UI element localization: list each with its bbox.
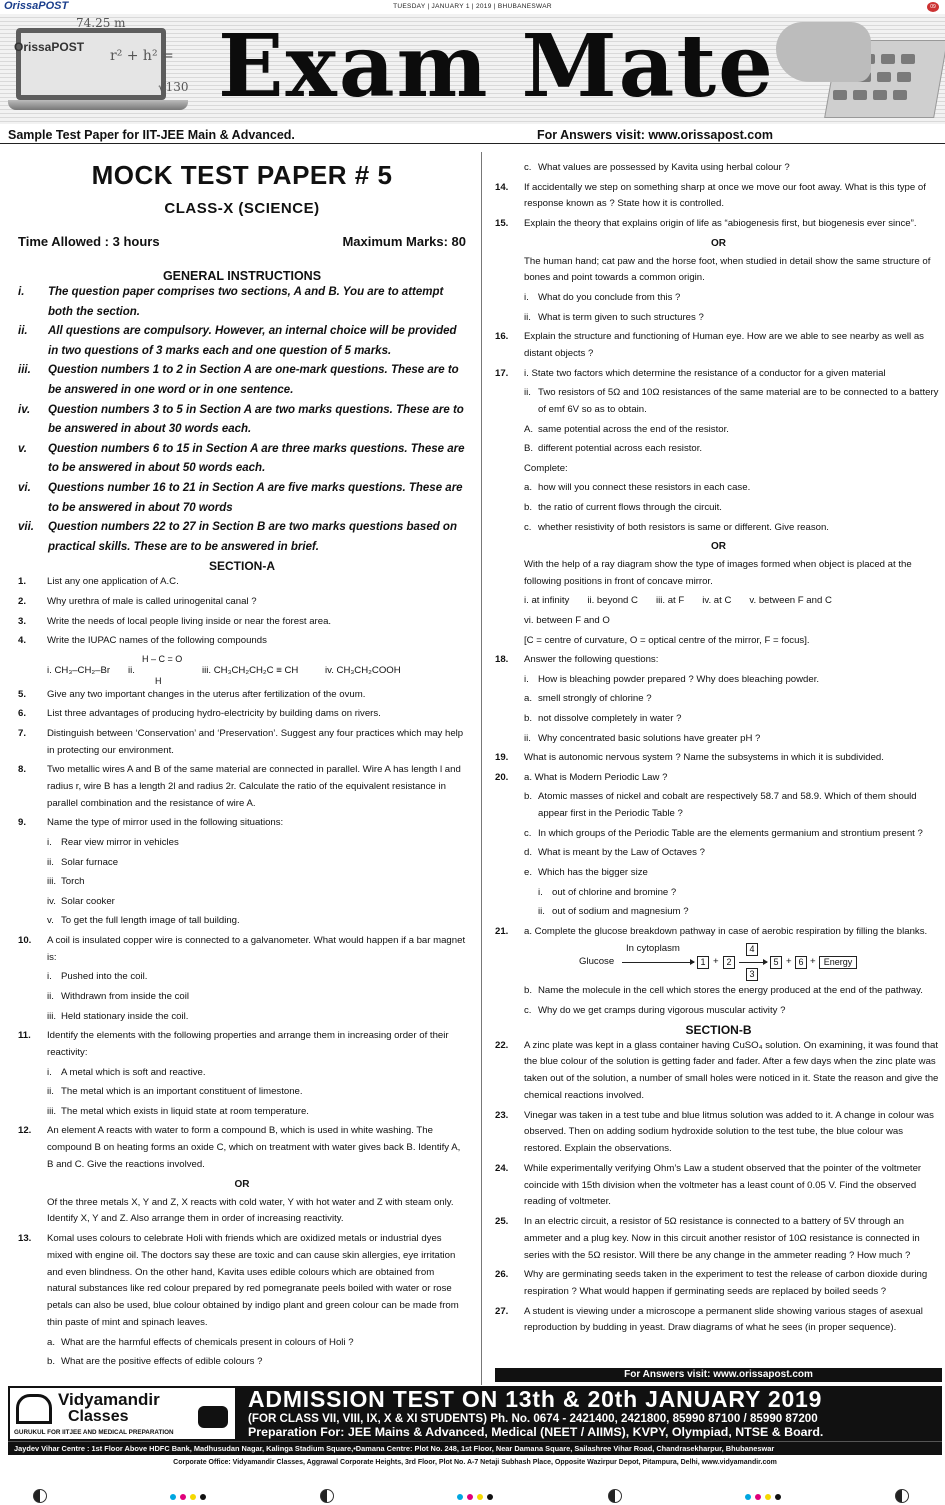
sub-question: iii. Torch	[47, 876, 85, 888]
laptop-screen	[16, 28, 166, 100]
sub-question: ii. What is term given to such structures ?	[524, 311, 704, 323]
or-separator: OR	[711, 541, 726, 553]
instruction-item: i. The question paper comprises two sections, A and B. You are to attempt both the section.	[18, 286, 444, 318]
yellow-dot-icon	[765, 1494, 771, 1500]
right-column	[495, 160, 942, 1340]
question-24: 24. While experimentally verifying Ohm’s Law a student observed that the pointer of the voltmeter coincide with 15th division when the voltmeter has a least count of 0.05 V. Find the observed reading of voltmeter.	[495, 1162, 922, 1208]
calculator-key	[901, 54, 915, 64]
left-column	[18, 150, 466, 1374]
ad-corporate-office: Corporate Office: Vidyamandir Classes, Aggrawal Corporate Heights, 3rd Floor, Plot No. A-7 Netaji Subhash Place, Opposite Wazirpur Depot, Pitampura, Delhi, www.vidyamandir.com	[173, 1459, 777, 1466]
sub-question: iii. Held stationary inside the coil.	[47, 1010, 189, 1022]
calculator-illustration	[731, 22, 941, 118]
position-option: ii. beyond C	[587, 595, 638, 607]
logo-name-1: Vidyamandir	[58, 1390, 160, 1409]
question-25: 25. In an electric circuit, a resistor of 5Ω resistance is connected to a battery of 5V through an ammeter and a plug key. Now in this circuit another resistor of 10Ω resistance is connected in series with the 5Ω resistor. Will there be any change in the ammeter reading ? How much ?	[495, 1215, 920, 1261]
question-8: 8. Two metallic wires A and B of the same material are connected in parallel. Wire A has length l and radius r, wire B has a length 2l and radius 2r. Calculate the ratio of the equivalent resistance in parallel combination and the resistance of wire A.	[18, 764, 461, 809]
sub-question: ii. The metal which is an important constituent of limestone.	[47, 1086, 303, 1098]
sub-question: ii. Two resistors of 5Ω and 10Ω resistances of the same material are to be connected to a battery of emf 6V so as to obtain.	[524, 387, 939, 415]
top-strip	[0, 0, 945, 14]
sub-question: c. What values are possessed by Kavita using herbal colour ?	[524, 162, 790, 173]
magenta-dot-icon	[180, 1494, 186, 1500]
calculator-key	[833, 90, 847, 100]
reader-icon	[198, 1406, 228, 1428]
instruction-item: iv. Question numbers 3 to 5 in Section A are two marks questions. These are to be answered in about 30 words each.	[18, 403, 464, 436]
calculator-key	[873, 90, 887, 100]
print-registration-bar	[0, 1486, 945, 1505]
sub-question: a. What are the harmful effects of chemicals present in colours of Holi ?	[47, 1336, 354, 1348]
question-22: 22. A zinc plate was kept in a glass container having CuSO₄ solution. On examining, it was found that the blue colour of the solution is getting fader and fader. After a few days when the zinc plate was taken out of the solution, a number of small holes were noticed in it. State the reason and give the chemical reactions involved.	[495, 1039, 939, 1101]
sub-question: A. same potential across the end of the resistor.	[524, 423, 729, 435]
ad-headline: ADMISSION TEST ON 13th & 20th JANUARY 2019	[248, 1386, 823, 1412]
book-icon	[16, 1394, 52, 1424]
laptop-base	[8, 100, 188, 110]
position-option-vi: vi. between F and O	[524, 615, 610, 627]
laptop-logo: OrissaPOST	[14, 40, 85, 54]
instruction-item: ii. All questions are compulsory. However, an internal choice will be provided in two questions of 3 marks each and one question of 5 marks.	[18, 325, 457, 357]
instruction-item: vii. Question numbers 22 to 27 in Section B are two marks questions based on practical skills. These are to be answered in brief.	[18, 521, 457, 553]
pathway-blank: 1	[697, 956, 709, 969]
question-7: 7. Distinguish between ‘Conservation’ and ‘Preservation’. Suggest any four practices which may help in protecting our environment.	[18, 727, 464, 756]
sub-question: iv. Solar cooker	[47, 895, 115, 907]
pathway-blank: 2	[723, 956, 735, 969]
sub-question: b. Name the molecule in the cell which stores the energy produced at the end of the pathway.	[524, 985, 923, 997]
question-10: 10. A coil is insulated copper wire is connected to a galvanometer. What would happen if a bar magnet is:	[18, 935, 466, 963]
sub-question: b. the ratio of current flows through the circuit.	[524, 501, 722, 513]
calculator-key	[877, 72, 891, 82]
hand-illustration	[776, 22, 871, 82]
pathway-plus: +	[786, 956, 792, 968]
question-11: 11. Identify the elements with the following properties and arrange them in increasing order of their reactivity:	[18, 1030, 449, 1058]
sub-question: B. different potential across each resistor.	[524, 443, 703, 455]
sub-question: c. In which groups of the Periodic Table are the elements germanium and strontium present ?	[524, 827, 923, 839]
scribble-area: 74.25 m	[76, 16, 126, 30]
answers-link-strip: For Answers visit: www.orissapost.com	[495, 1368, 942, 1382]
general-instructions-heading: GENERAL INSTRUCTIONS	[162, 269, 322, 283]
question-2: 2. Why urethra of male is called urinogenital canal ?	[18, 595, 257, 607]
calculator-key	[853, 90, 867, 100]
question-21: 21. a. Complete the glucose breakdown pathway in case of aerobic respiration by filling the blanks.	[495, 925, 928, 937]
sub-question: i. How is bleaching powder prepared ? Why does bleaching powder.	[524, 673, 820, 685]
scribble-root: √130	[158, 80, 189, 94]
calculator-key	[897, 72, 911, 82]
question-5: 5. Give any two important changes in the uterus after fertilization of the ovum.	[18, 688, 366, 700]
vidyamandir-logo	[10, 1388, 235, 1439]
sub-header	[0, 124, 945, 144]
ad-class-phone: (FOR CLASS VII, VIII, IX, X & XI STUDENTS) Ph. No. 0674 - 2421400, 2421800, 85990 87100 / 85990 87200	[248, 1412, 818, 1425]
or-separator: OR	[711, 237, 726, 249]
magenta-dot-icon	[467, 1494, 473, 1500]
instruction-item: vi. Questions number 16 to 21 in Section A are five marks questions. These are to be answered in about 70 words	[18, 481, 463, 514]
advertisement-banner	[8, 1386, 942, 1441]
complete-label: Complete:	[524, 462, 568, 474]
instruction-item: v. Question numbers 6 to 15 in Section A are three marks questions. These are to be answered in about 50 words each.	[18, 442, 465, 475]
ad-centres: Jaydev Vihar Centre : 1st Floor Above HDFC Bank, Madhusudan Nagar, Kalinga Stadium Square,•Damana Centre: Plot No. 248, 1st Floor, Near Damana Square, Sailashree Vihar Road, Chandrasekharpur, Bhubaneswar	[8, 1441, 942, 1455]
question-17-alternative: With the help of a ray diagram show the type of images formed when object is placed at the following positions in front of concave mirror.	[524, 559, 912, 587]
registration-mark-icon	[895, 1489, 909, 1503]
question-12-alternative: Of the three metals X, Y and Z, X reacts with cold water, Y with hot water and Z with steam only. Identify X, Y and Z. Also arrange them in order of increasing reactivity.	[47, 1196, 454, 1225]
sub-question: ii. out of sodium and magnesium ?	[538, 906, 689, 918]
sub-question: d. What is meant by the Law of Octaves ?	[524, 847, 705, 859]
sub-question: ii. Withdrawn from inside the coil	[47, 991, 189, 1002]
sub-question: a. smell strongly of chlorine ?	[524, 693, 652, 705]
instruction-item: iii. Question numbers 1 to 2 in Section A are one-mark questions. These are to be answered in one word or in one sentence.	[18, 364, 459, 396]
sub-question: b. What are the positive effects of edible colours ?	[47, 1356, 263, 1368]
black-dot-icon	[775, 1494, 781, 1500]
position-option: iv. at C	[702, 595, 732, 607]
brand-logo: OrissaPOST	[4, 0, 69, 12]
position-option: v. between F and C	[749, 595, 832, 607]
question-17: 17. i. State two factors which determine the resistance of a conductor for a given material	[495, 367, 886, 379]
scribble-formula: r² + h² =	[110, 48, 174, 64]
question-14: 14. If accidentally we step on something sharp at once we move our foot away. What is this type of response known as ? State how it is controlled.	[495, 181, 926, 210]
formula-ii-label: ii.	[128, 664, 135, 676]
formula-ii-bottom: H	[155, 675, 162, 686]
pathway-blank: 6	[795, 956, 807, 969]
paper-title: MOCK TEST PAPER # 5	[91, 160, 393, 190]
question-15-alternative: The human hand; cat paw and the horse foot, when studied in detail show the same structure of bones and point towards a common origin.	[524, 255, 931, 284]
sub-question: ii. Why concentrated basic solutions have greater pH ?	[524, 732, 761, 744]
sub-question: a. how will you connect these resistors in each case.	[524, 482, 751, 494]
logo-tagline: GURUKUL FOR IITJEE AND MEDICAL PREPARATION	[14, 1429, 174, 1436]
formula-ii-top: H – C = O	[142, 653, 183, 664]
formula-iii: iii. CH₃CH₂CH₂C ≡ CH	[202, 664, 299, 676]
laptop-illustration	[8, 22, 213, 117]
sub-question: c. Why do we get cramps during vigorous muscular activity ?	[524, 1004, 786, 1016]
formula-iv: iv. CH₃CH₂COOH	[325, 664, 401, 676]
cyan-dot-icon	[457, 1494, 463, 1500]
subheader-left: Sample Test Paper for IIT-JEE Main & Advanced.	[8, 128, 295, 142]
sub-question: iii. The metal which exists in liquid state at room temperature.	[47, 1105, 309, 1117]
pathway-glucose: Glucose	[579, 956, 615, 968]
page-number: 09	[927, 2, 939, 12]
sub-question: e. Which has the bigger size	[524, 867, 648, 878]
pathway-blank: 3	[746, 968, 758, 981]
question-4: 4. Write the IUPAC names of the following compounds	[18, 635, 267, 647]
question-23: 23. Vinegar was taken in a test tube and blue litmus solution was added to it. A change in colour was observed. Then on adding sodium hydroxide solution to the test tube, the blue colour was restored. Explain the observations.	[495, 1109, 934, 1155]
section-b-heading: SECTION-B	[685, 1022, 752, 1037]
question-1: 1. List any one application of A.C.	[18, 576, 179, 588]
registration-mark-icon	[320, 1489, 334, 1503]
sub-question: i. A metal which is soft and reactive.	[47, 1066, 206, 1078]
question-20: 20. a. What is Modern Periodic Law ?	[495, 771, 668, 783]
sub-question: i. What do you conclude from this ?	[524, 291, 681, 303]
pathway-arrow	[622, 962, 694, 963]
pathway-blank: 5	[770, 956, 782, 969]
sub-question: i. out of chlorine and bromine ?	[538, 886, 677, 898]
question-9: 9. Name the type of mirror used in the following situations:	[18, 817, 284, 829]
time-allowed: Time Allowed : 3 hours	[18, 234, 160, 249]
calculator-key	[893, 90, 907, 100]
paper-meta	[18, 234, 466, 249]
question-26: 26. Why are germinating seeds taken in the experiment to test the release of carbon dioxide during respiration ? What would happen if germinating seeds are replaced by boiled seeds ?	[495, 1269, 928, 1297]
glucose-pathway-diagram	[524, 943, 942, 983]
calculator-key	[881, 54, 895, 64]
question-6: 6. List three advantages of producing hydro-electricity by building dams on rivers.	[18, 708, 381, 720]
logo-name-2: Classes	[68, 1408, 129, 1425]
or-separator: OR	[234, 1178, 250, 1190]
class-title: CLASS-X (SCIENCE)	[164, 200, 320, 217]
question-12: 12. An element A reacts with water to form a compound B, which is used in white washing. The compound B on heating forms an oxide C, which on treatment with water gives back B. Identify A, B and C. Give the reactions involved.	[18, 1125, 461, 1170]
question-18: 18. Answer the following questions:	[495, 654, 659, 666]
pathway-plus: +	[713, 956, 719, 968]
ad-preparation: Preparation For: JEE Mains & Advanced, Medical (NEET / AIIMS), KVPY, Olympiad, NTSE & Board.	[248, 1425, 824, 1439]
pathway-blank: 4	[746, 943, 758, 956]
pathway-energy: Energy	[819, 956, 857, 969]
black-dot-icon	[200, 1494, 206, 1500]
compound-formulas	[18, 653, 466, 687]
black-dot-icon	[487, 1494, 493, 1500]
magenta-dot-icon	[755, 1494, 761, 1500]
formula-i: i. CH₃–CH₂–Br	[47, 664, 111, 676]
question-16: 16. Explain the structure and functioning of Human eye. How are we able to see nearby as well as distant objects ?	[495, 331, 924, 359]
sub-question: b. Atomic masses of nickel and cobalt are respectively 58.7 and 58.9. Which of them should appear first in the Periodic Table ?	[524, 791, 917, 820]
subheader-right: For Answers visit: www.orissapost.com	[537, 128, 773, 142]
registration-mark-icon	[608, 1489, 622, 1503]
masthead-title: Exam Mate	[218, 16, 775, 117]
cyan-dot-icon	[170, 1494, 176, 1500]
yellow-dot-icon	[190, 1494, 196, 1500]
yellow-dot-icon	[477, 1494, 483, 1500]
sub-question: i. Pushed into the coil.	[47, 971, 148, 983]
position-option: iii. at F	[656, 595, 685, 607]
mirror-legend: [C = centre of curvature, O = optical centre of the mirror, F = focus].	[524, 634, 810, 646]
registration-mark-icon	[33, 1489, 47, 1503]
maximum-marks: Maximum Marks: 80	[342, 234, 466, 249]
sub-question: c. whether resistivity of both resistors is same or different. Give reason.	[524, 521, 829, 533]
question-15: 15. Explain the theory that explains origin of life as “abiogenesis first, but biogenesis ever since”.	[495, 217, 917, 229]
column-divider	[481, 152, 482, 1385]
sub-question: v. To get the full length image of tall building.	[47, 915, 240, 927]
dateline: TUESDAY | JANUARY 1 | 2019 | BHUBANESWAR	[393, 3, 552, 10]
masthead	[0, 14, 945, 124]
pathway-cytoplasm-label: In cytoplasm	[626, 943, 680, 955]
question-27: 27. A student is viewing under a microscope a permanent slide showing various stages of asexual reproduction by budding in yeast. Draw diagrams of what he sees (in proper sequence).	[495, 1305, 923, 1334]
sub-question: ii. Solar furnace	[47, 856, 119, 868]
question-19: 19. What is autonomic nervous system ? Name the subsystems in which it is subdivided.	[495, 752, 884, 764]
question-13: 13. Komal uses colours to celebrate Holi with friends which are oxidized metals or industrial dyes mixed with engine oil. The doctors say these are toxic and can cause skin allergies, eye irritation and even blindness. On the other hand, Kavita uses edible colours which are obtained from natural substances like red colour prepared by red pomegranate peels boiled with water or rose petals can also be used, blue colour obtained by indigo plant and green colour can be made from thin paste of mint and spinach leaves.	[18, 1232, 459, 1328]
pathway-plus: +	[810, 956, 816, 968]
question-3: 3. Write the needs of local people living inside or near the forest area.	[18, 615, 332, 627]
sub-question: b. not dissolve completely in water ?	[524, 713, 682, 725]
cyan-dot-icon	[745, 1494, 751, 1500]
position-option: i. at infinity	[524, 595, 570, 607]
sub-question: i. Rear view mirror in vehicles	[47, 837, 179, 849]
pathway-arrow	[739, 962, 767, 963]
section-a-heading: SECTION-A	[209, 559, 275, 574]
mirror-positions	[495, 593, 942, 610]
